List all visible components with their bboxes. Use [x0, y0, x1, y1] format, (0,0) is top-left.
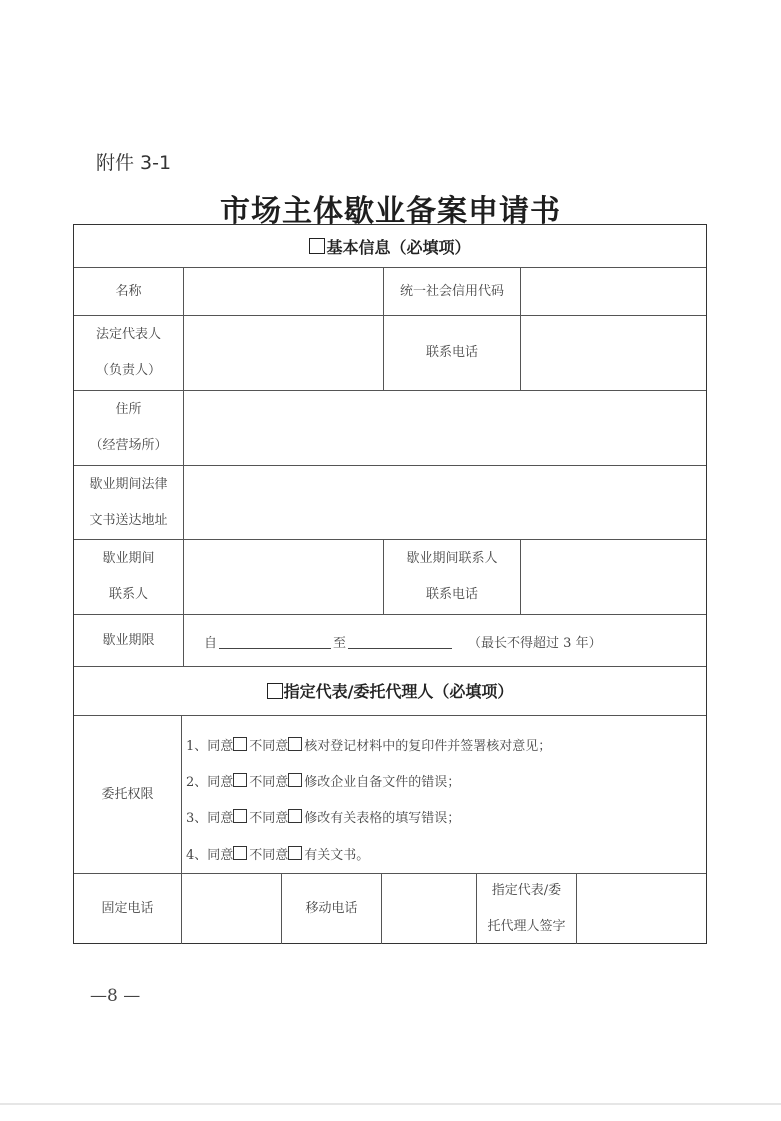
agree-checkbox[interactable]	[233, 809, 247, 823]
agree-checkbox[interactable]	[233, 737, 247, 751]
contact-phone-label: 歇业期间联系人 联系电话	[406, 551, 498, 602]
disagree-checkbox[interactable]	[288, 846, 302, 860]
section-checkbox[interactable]	[267, 683, 283, 699]
signature-field[interactable]	[577, 874, 706, 944]
permission-label: 委托权限	[101, 786, 154, 802]
delivery-address-field[interactable]	[184, 466, 706, 539]
contact-phone-field[interactable]	[521, 540, 706, 614]
signature-label: 指定代表/委 托代理人签字	[487, 883, 566, 934]
phone-label: 联系电话	[425, 345, 478, 360]
credit-code-label: 统一社会信用代码	[399, 283, 504, 299]
disagree-checkbox[interactable]	[288, 773, 302, 787]
credit-code-field[interactable]	[521, 268, 706, 315]
fixed-phone-field[interactable]	[182, 874, 281, 944]
address-field[interactable]	[184, 391, 706, 465]
fixed-phone-label: 固定电话	[101, 901, 154, 916]
disagree-checkbox[interactable]	[288, 809, 302, 823]
period-row: 自 至 （最长不得超过 3 年）	[204, 635, 602, 651]
agree-checkbox[interactable]	[233, 846, 247, 860]
period-label: 歇业期限	[102, 632, 155, 648]
section-agent-info: 指定代表/委托代理人（必填项）	[74, 666, 706, 715]
period-end-field[interactable]	[348, 634, 452, 649]
permission-item-4: 4、同意 不同意 有关文书。	[186, 848, 370, 863]
name-field[interactable]	[184, 268, 383, 315]
section-checkbox[interactable]	[309, 238, 325, 254]
mobile-label: 移动电话	[305, 901, 358, 916]
name-label: 名称	[115, 283, 142, 299]
delivery-address-label: 歇业期间法律 文书送达地址	[89, 476, 168, 528]
disagree-checkbox[interactable]	[288, 737, 302, 751]
address-label: 住所 （经营场所）	[89, 402, 168, 453]
scan-edge	[0, 1103, 781, 1105]
legal-rep-label: 法定代表人 （负责人）	[95, 327, 161, 378]
permission-item-2: 2、同意 不同意 修改企业自备文件的错误；	[186, 775, 461, 790]
permission-item-3: 3、同意 不同意 修改有关表格的填写错误；	[186, 811, 461, 826]
phone-field[interactable]	[521, 316, 706, 390]
legal-rep-field[interactable]	[184, 316, 383, 390]
permission-item-1: 1、同意 不同意 核对登记材料中的复印件并签署核对意见；	[186, 739, 552, 754]
contact-label: 歇业期间 联系人	[102, 551, 155, 602]
page-number: —8 —	[90, 986, 141, 1006]
form-title: 市场主体歇业备案申请书	[220, 194, 561, 229]
mobile-field[interactable]	[382, 874, 476, 944]
contact-field[interactable]	[184, 540, 383, 614]
annex-label: 附件 3-1	[96, 152, 172, 174]
section-basic-info: 基本信息（必填项）	[74, 225, 706, 267]
application-form	[73, 224, 707, 944]
agree-checkbox[interactable]	[233, 773, 247, 787]
period-start-field[interactable]	[219, 634, 331, 649]
